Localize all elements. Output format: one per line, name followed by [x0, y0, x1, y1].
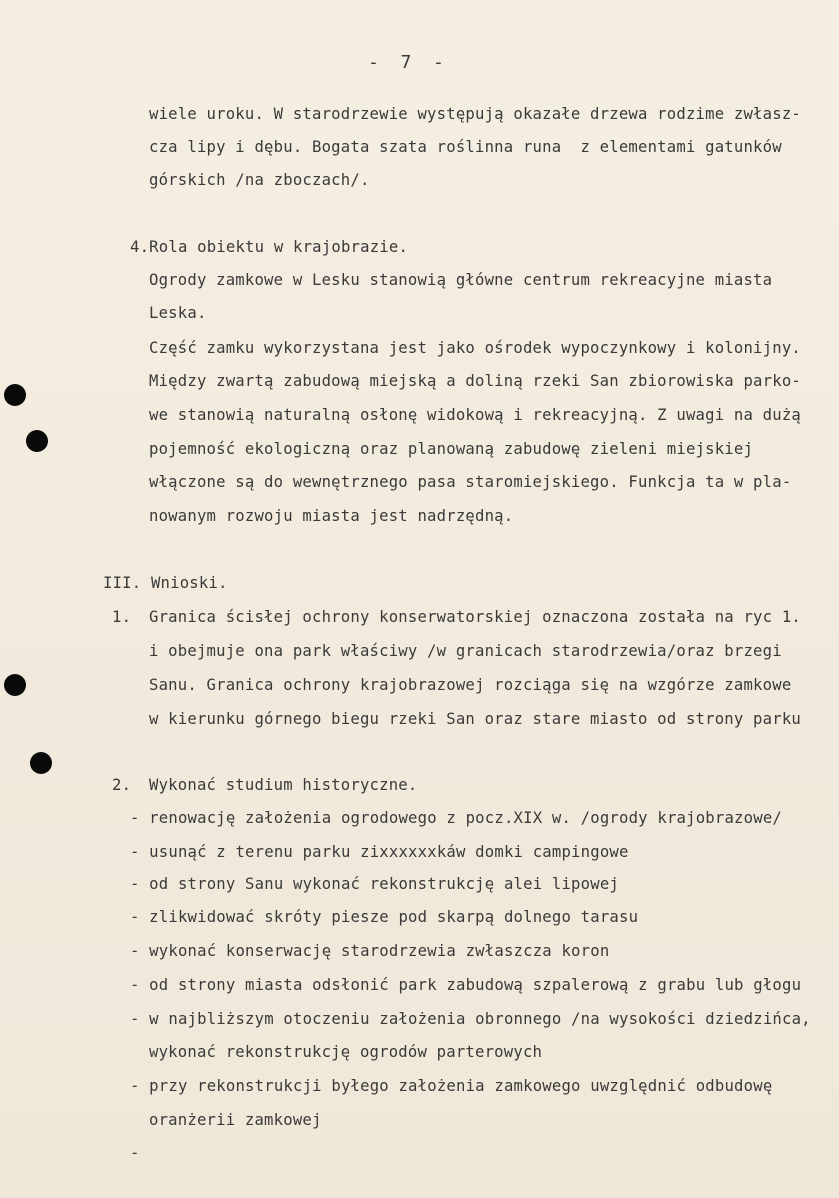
punch-hole	[30, 752, 52, 774]
list-item: - w najbliższym otoczeniu założenia obronnego /na wysokości dziedzińca,	[130, 1010, 811, 1028]
list-number: 2.	[112, 776, 132, 794]
text-line: Wykonać studium historyczne.	[149, 776, 418, 794]
text-line: włączone są do wewnętrznego pasa staromiejskiego. Funkcja ta w pla-	[149, 473, 792, 491]
text-line: w kierunku górnego biegu rzeki San oraz stare miasto od strony parku	[149, 710, 801, 728]
list-item: - od strony Sanu wykonać rekonstrukcję alei lipowej	[130, 875, 619, 893]
list-item: - wykonać konserwację starodrzewia zwłaszcza koron	[130, 942, 610, 960]
section-heading: 4.Rola obiektu w krajobrazie.	[130, 238, 409, 256]
list-item: - przy rekonstrukcji byłego założenia zamkowego uwzględnić odbudowę	[130, 1077, 773, 1095]
list-item: - od strony miasta odsłonić park zabudową szpalerową z grabu lub głogu	[130, 976, 802, 994]
text-line: oranżerii zamkowej	[149, 1111, 322, 1129]
page-number: - 7 -	[368, 52, 444, 73]
text-line: Część zamku wykorzystana jest jako ośrodek wypoczynkowy i kolonijny.	[149, 339, 801, 357]
list-item: - zlikwidować skróty piesze pod skarpą dolnego tarasu	[130, 908, 639, 926]
text-line: Ogrody zamkowe w Lesku stanowią główne centrum rekreacyjne miasta	[149, 271, 773, 289]
punch-hole	[4, 384, 26, 406]
text-line: nowanym rozwoju miasta jest nadrzędną.	[149, 507, 514, 525]
text-line: górskich /na zboczach/.	[149, 171, 370, 189]
punch-hole	[4, 674, 26, 696]
text-line: wiele uroku. W starodrzewie występują okazałe drzewa rodzime zwłasz-	[149, 105, 801, 123]
text-line: i obejmuje ona park właściwy /w granicach starodrzewia/oraz brzegi	[149, 642, 782, 660]
section-heading: III. Wnioski.	[103, 574, 228, 592]
text-line: Leska.	[149, 304, 207, 322]
text-line: Granica ścisłej ochrony konserwatorskiej oznaczona została na ryc 1.	[149, 608, 801, 626]
text-line: wykonać rekonstrukcję ogrodów parterowych	[149, 1043, 543, 1061]
punch-hole	[26, 430, 48, 452]
text-line: cza lipy i dębu. Bogata szata roślinna runa z elementami gatunków	[149, 138, 782, 156]
text-line: Sanu. Granica ochrony krajobrazowej rozciąga się na wzgórze zamkowe	[149, 676, 792, 694]
list-item: -	[130, 1144, 140, 1162]
list-number: 1.	[112, 608, 132, 626]
text-line: Między zwartą zabudową miejską a doliną rzeki San zbiorowiska parko-	[149, 372, 801, 390]
list-item: - usunąć z terenu parku zixxxxxxkáw domki campingowe	[130, 843, 629, 861]
text-line: pojemność ekologiczną oraz planowaną zabudowę zieleni miejskiej	[149, 440, 754, 458]
list-item: - renowację założenia ogrodowego z pocz.XIX w. /ogrody krajobrazowe/	[130, 809, 782, 827]
text-line: we stanowią naturalną osłonę widokową i rekreacyjną. Z uwagi na dużą	[149, 406, 801, 424]
